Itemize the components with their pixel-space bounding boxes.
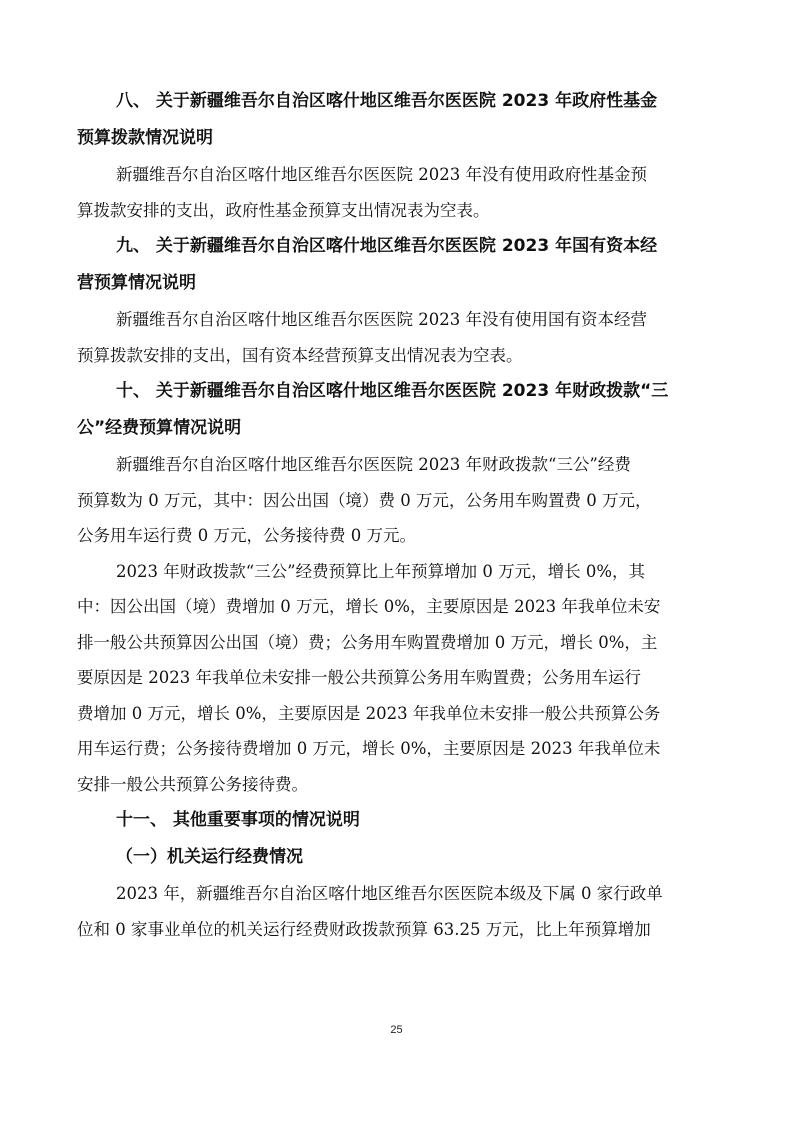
section-nine <box>77 228 708 373</box>
heading-line: 九、 关于新疆维吾尔自治区喀什地区维吾尔医医院 2023 年国有资本经 <box>116 236 658 256</box>
paragraph-line: 要原因是 2023 年我单位未安排一般公共预算公务用车购置费；公务用车运行 <box>77 668 641 687</box>
paragraph-line: 中：因公出国（境）费增加 0 万元，增长 0%，主要原因是 2023 年我单位未安 <box>77 597 661 616</box>
heading-line: 营预算情况说明 <box>77 273 196 293</box>
subsection-heading <box>116 839 708 876</box>
paragraph-line: 新疆维吾尔自治区喀什地区维吾尔医医院 2023 年没有使用国有资本经营 <box>116 310 647 329</box>
page-number: 25 <box>390 1024 403 1036</box>
paragraph-line: 用车运行费；公务接待费增加 0 万元，增长 0%，主要原因是 2023 年我单位未 <box>77 739 661 758</box>
subheading-line: （一）机关运行经费情况 <box>116 847 303 867</box>
paragraph-line: 新疆维吾尔自治区喀什地区维吾尔医医院 2023 年财政拨款“三公”经费 <box>116 455 631 474</box>
paragraph-line: 新疆维吾尔自治区喀什地区维吾尔医医院 2023 年没有使用政府性基金预 <box>116 165 647 184</box>
paragraph-line: 预算拨款安排的支出，国有资本经营预算支出情况表为空表。 <box>77 345 523 365</box>
body-paragraph <box>77 157 708 228</box>
paragraph-line: 公务用车运行费 0 万元，公务接待费 0 万元。 <box>77 526 416 545</box>
heading-line: 十、 关于新疆维吾尔自治区喀什地区维吾尔医医院 2023 年财政拨款“三 <box>116 381 669 401</box>
body-paragraph <box>77 554 708 803</box>
paragraph-line: 算拨款安排的支出，政府性基金预算支出情况表为空表。 <box>77 200 490 220</box>
paragraph-line: 排一般公共预算因公出国（境）费；公务用车购置费增加 0 万元，增长 0%，主 <box>77 632 658 652</box>
paragraph-line: 费增加 0 万元，增长 0%，主要原因是 2023 年我单位未安排一般公共预算公务 <box>77 703 661 723</box>
heading-line: 预算拨款情况说明 <box>77 128 213 148</box>
paragraph-line: 位和 0 家事业单位的机关运行经费财政拨款预算 63.25 万元，比上年预算增加 <box>77 919 651 939</box>
paragraph-line: 2023 年财政拨款“三公”经费预算比上年预算增加 0 万元，增长 0%，其 <box>116 561 646 581</box>
section-heading <box>77 83 708 157</box>
paragraph-line: 2023 年，新疆维吾尔自治区喀什地区维吾尔医医院本级及下属 0 家行政单 <box>116 884 663 903</box>
heading-line: 公”经费预算情况说明 <box>77 418 242 438</box>
paragraph-line: 安排一般公共预算公务接待费。 <box>77 774 308 794</box>
section-eleven <box>77 802 708 947</box>
body-paragraph <box>77 302 708 373</box>
body-paragraph <box>77 447 708 554</box>
page-content <box>77 83 708 947</box>
heading-line: 八、 关于新疆维吾尔自治区喀什地区维吾尔医医院 2023 年政府性基金 <box>116 91 658 111</box>
section-heading <box>77 228 708 302</box>
section-ten <box>77 373 708 802</box>
body-paragraph <box>77 876 708 947</box>
heading-line: 十一、 其他重要事项的情况说明 <box>116 810 360 830</box>
section-heading <box>77 373 708 447</box>
section-eight <box>77 83 708 228</box>
paragraph-line: 预算数为 0 万元，其中：因公出国（境）费 0 万元，公务用车购置费 0 万元， <box>77 490 652 510</box>
section-heading <box>116 802 708 839</box>
